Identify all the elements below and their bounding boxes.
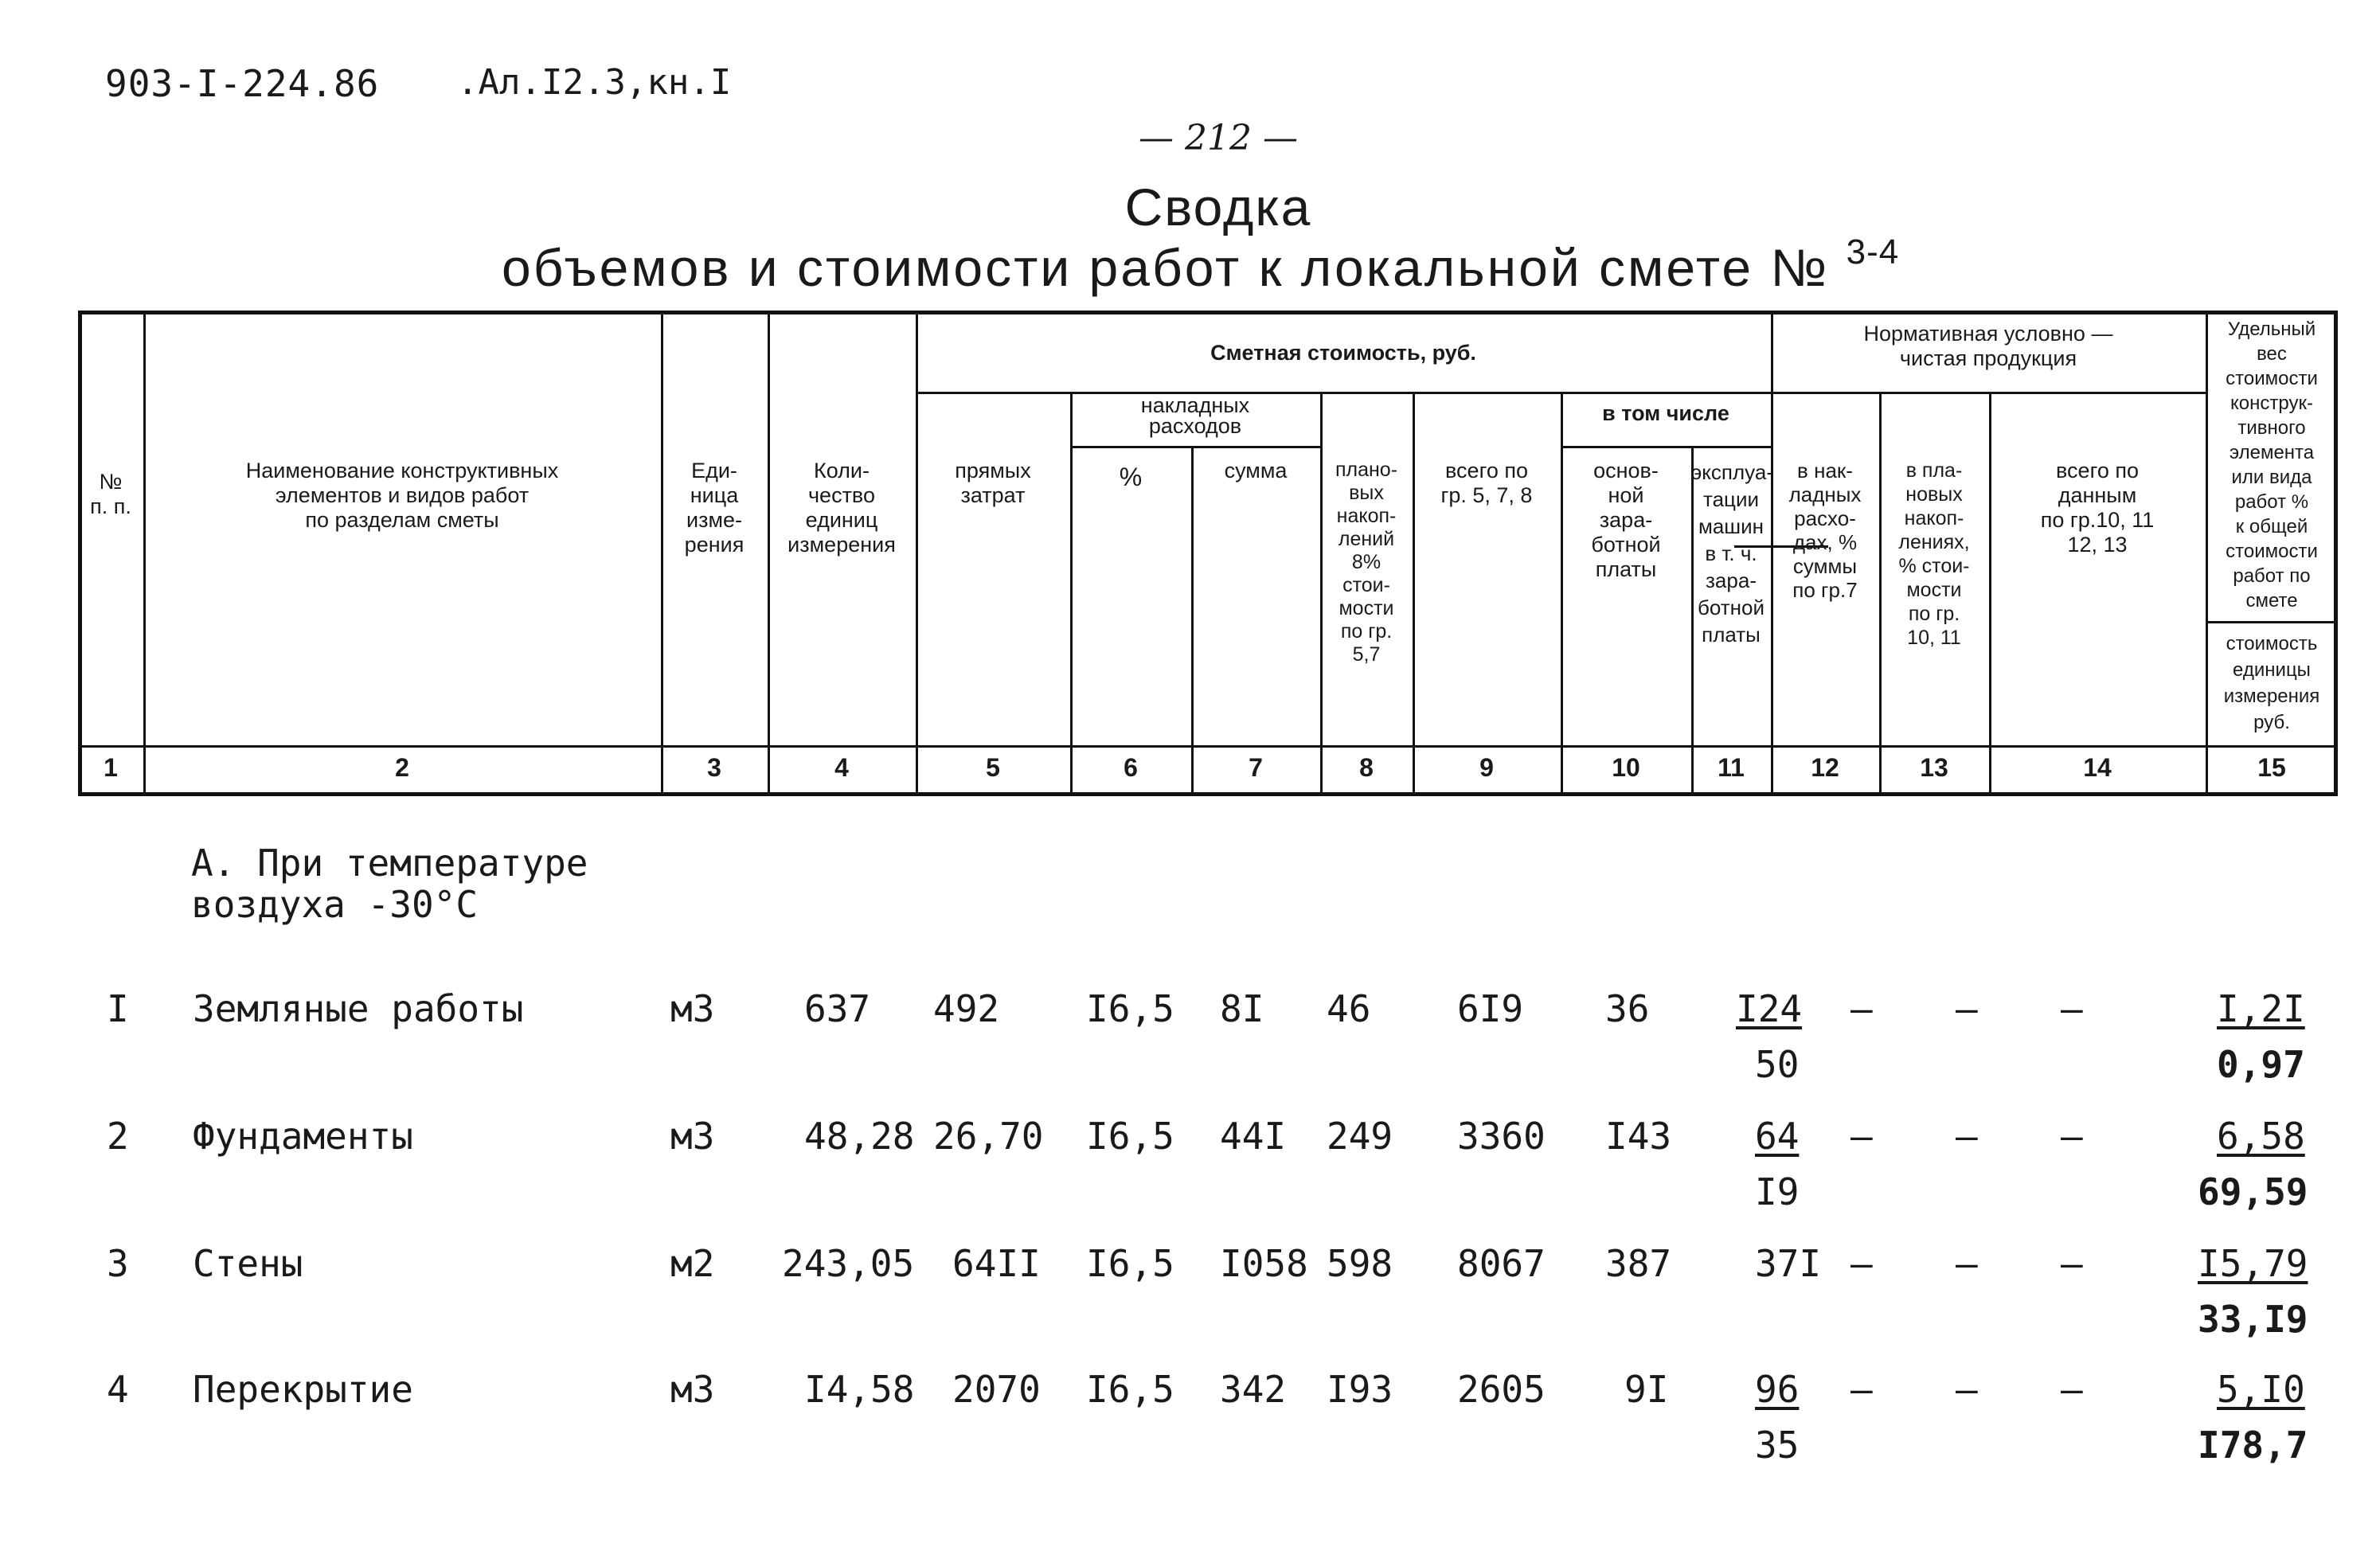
col-header-planned: плано- вых накоп- лений 8% стои- мости по гр. 5,7 xyxy=(1335,459,1398,666)
row-number: I xyxy=(107,987,129,1030)
row-unit: м3 xyxy=(670,1115,715,1158)
row-machines: 64 xyxy=(1755,1115,1800,1158)
row-unit: м2 xyxy=(670,1242,715,1285)
row-machines: 96 xyxy=(1755,1368,1800,1411)
divider xyxy=(916,311,918,796)
col-number: 3 xyxy=(707,753,721,782)
row-overhead-sum: 44I xyxy=(1220,1115,1287,1158)
row-norm-overhead: – xyxy=(1850,987,1873,1030)
row-norm-overhead: – xyxy=(1850,1242,1873,1285)
col-number: 1 xyxy=(104,753,118,782)
row-name: Фундаменты xyxy=(193,1115,413,1158)
row-unit-cost: I78,7 xyxy=(2198,1424,2308,1467)
row-machine-wages: I9 xyxy=(1755,1170,1800,1213)
row-overhead-sum: 342 xyxy=(1220,1368,1287,1411)
divider xyxy=(1070,392,1073,796)
row-norm-total: – xyxy=(2061,987,2083,1030)
subtitle-text: объемов и стоимости работ к локальной смете № xyxy=(502,238,1830,297)
row-overhead-percent: I6,5 xyxy=(1086,1368,1174,1411)
page-title: Сводка xyxy=(1124,178,1312,236)
group-header-including: в том числе xyxy=(1602,401,1729,425)
document-code: 903-I-224.86 xyxy=(105,62,380,105)
col-number: 13 xyxy=(1920,753,1948,782)
row-overhead-sum: 8I xyxy=(1220,987,1264,1030)
row-unit: м3 xyxy=(670,987,715,1030)
divider xyxy=(1771,392,2206,394)
page-number: — 212 — xyxy=(1139,118,1298,158)
group-header-overhead: накладных расходов xyxy=(1140,393,1250,438)
divider xyxy=(1191,446,1194,796)
col-header-name: Наименование конструктивных элементов и видов работ по разделам сметы xyxy=(245,459,559,532)
row-quantity: 48,28 xyxy=(804,1115,915,1158)
row-direct: 492 xyxy=(933,987,1000,1030)
row-overhead-percent: I6,5 xyxy=(1086,1242,1174,1285)
col-number: 4 xyxy=(834,753,849,782)
col-header-wages: основ- ной зара- ботной платы xyxy=(1591,459,1661,581)
row-wages: 9I xyxy=(1624,1368,1669,1411)
row-direct: 26,70 xyxy=(933,1115,1044,1158)
col-number: 14 xyxy=(2083,753,2112,782)
group-header-cost: Сметная стоимость, руб. xyxy=(1210,341,1476,365)
row-total: 8067 xyxy=(1457,1242,1546,1285)
row-norm-planned: – xyxy=(1956,987,1978,1030)
row-norm-total: – xyxy=(2061,1242,2083,1285)
divider xyxy=(78,745,2338,748)
col-header-machines: эксплуа- тации машин в т. ч. зара- ботной платы xyxy=(1691,460,1774,646)
row-quantity: 243,05 xyxy=(782,1242,915,1285)
row-norm-total: – xyxy=(2061,1368,2083,1411)
row-machines: 37I xyxy=(1755,1242,1822,1285)
divider xyxy=(1070,446,1320,448)
row-overhead-percent: I6,5 xyxy=(1086,987,1174,1030)
row-wages: 36 xyxy=(1605,987,1650,1030)
row-number: 2 xyxy=(107,1115,129,1158)
row-norm-overhead: – xyxy=(1850,1115,1873,1158)
page-subtitle xyxy=(502,232,1900,298)
row-number: 3 xyxy=(107,1242,129,1285)
row-norm-planned: – xyxy=(1956,1368,1978,1411)
table-header xyxy=(78,311,2338,796)
col-number: 8 xyxy=(1359,753,1374,782)
col-number: 10 xyxy=(1612,753,1640,782)
divider xyxy=(916,392,1771,394)
divider xyxy=(1561,392,1563,796)
divider xyxy=(143,311,146,796)
col-number: 2 xyxy=(395,753,409,782)
row-share: I5,79 xyxy=(2198,1242,2308,1285)
row-planned: 249 xyxy=(1327,1115,1393,1158)
row-quantity: 637 xyxy=(804,987,871,1030)
row-share: 6,58 xyxy=(2217,1115,2305,1158)
col-number: 15 xyxy=(2257,753,2286,782)
row-unit: м3 xyxy=(670,1368,715,1411)
row-unit-cost: 33,I9 xyxy=(2198,1298,2308,1341)
album-reference: .Ал.I2.3,кн.I xyxy=(457,62,732,103)
col-header-share: Удельный вес стоимости конструк- тивного элемента или вида работ % к общей стоимости работ по смете xyxy=(2226,318,2318,611)
row-norm-planned: – xyxy=(1956,1242,1978,1285)
row-planned: I93 xyxy=(1327,1368,1393,1411)
col-header-norm-planned: в пла- новых накоп- лениях, % стои- мости по гр. 10, 11 xyxy=(1898,459,1970,649)
row-machines: I24 xyxy=(1736,987,1803,1030)
row-machine-wages: 35 xyxy=(1755,1424,1800,1467)
row-overhead-sum: I058 xyxy=(1220,1242,1308,1285)
row-wages: 387 xyxy=(1605,1242,1672,1285)
row-number: 4 xyxy=(107,1368,129,1411)
section-title: А. При температуре воздуха -30°С xyxy=(191,842,588,926)
col-number: 9 xyxy=(1479,753,1494,782)
col-header-total: всего по гр. 5, 7, 8 xyxy=(1440,459,1533,507)
col-header-direct: прямых затрат xyxy=(955,459,1031,507)
row-total: 6I9 xyxy=(1457,987,1524,1030)
row-unit-cost: 69,59 xyxy=(2198,1170,2308,1213)
row-direct: 2070 xyxy=(952,1368,1041,1411)
row-machine-wages: 50 xyxy=(1755,1043,1800,1086)
row-total: 3360 xyxy=(1457,1115,1546,1158)
col-header-norm-total: всего по данным по гр.10, 11 12, 13 xyxy=(2040,459,2155,557)
divider xyxy=(1989,392,1991,796)
divider xyxy=(2206,621,2338,623)
col-number: 12 xyxy=(1811,753,1839,782)
col-header-quantity: Коли- чество единиц измерения xyxy=(787,459,896,557)
col-header-overhead-sum: сумма xyxy=(1224,459,1288,482)
row-share: I,2I xyxy=(2217,987,2305,1030)
col-header-overhead-percent: % xyxy=(1119,463,1143,491)
row-name: Перекрытие xyxy=(193,1368,413,1411)
col-header-number: № п. п. xyxy=(90,470,131,518)
divider xyxy=(1413,392,1415,796)
row-planned: 46 xyxy=(1327,987,1371,1030)
row-overhead-percent: I6,5 xyxy=(1086,1115,1174,1158)
divider xyxy=(1561,446,1771,448)
row-norm-overhead: – xyxy=(1850,1368,1873,1411)
row-wages: I43 xyxy=(1605,1115,1672,1158)
col-header-norm-overhead: в нак- ладных расхо- дах, % суммы по гр.7 xyxy=(1788,459,1862,602)
col-number: 6 xyxy=(1124,753,1138,782)
row-total: 2605 xyxy=(1457,1368,1546,1411)
row-direct: 64II xyxy=(952,1242,1041,1285)
col-header-unit: Еди- ница изме- рения xyxy=(684,459,744,557)
group-header-normative: Нормативная условно — чистая продукция xyxy=(1863,322,2113,370)
row-planned: 598 xyxy=(1327,1242,1393,1285)
row-norm-total: – xyxy=(2061,1115,2083,1158)
col-number: 5 xyxy=(986,753,1000,782)
smeta-number: 3-4 xyxy=(1846,232,1900,271)
row-unit-cost: 0,97 xyxy=(2217,1043,2305,1086)
col-header-unit-cost: стоимость единицы измерения руб. xyxy=(2223,633,2320,733)
row-share: 5,I0 xyxy=(2217,1368,2305,1411)
col-number: 7 xyxy=(1249,753,1263,782)
row-norm-planned: – xyxy=(1956,1115,1978,1158)
row-name: Стены xyxy=(193,1242,303,1285)
row-quantity: I4,58 xyxy=(804,1368,915,1411)
row-name: Земляные работы xyxy=(193,987,524,1030)
col-number: 11 xyxy=(1718,753,1745,782)
